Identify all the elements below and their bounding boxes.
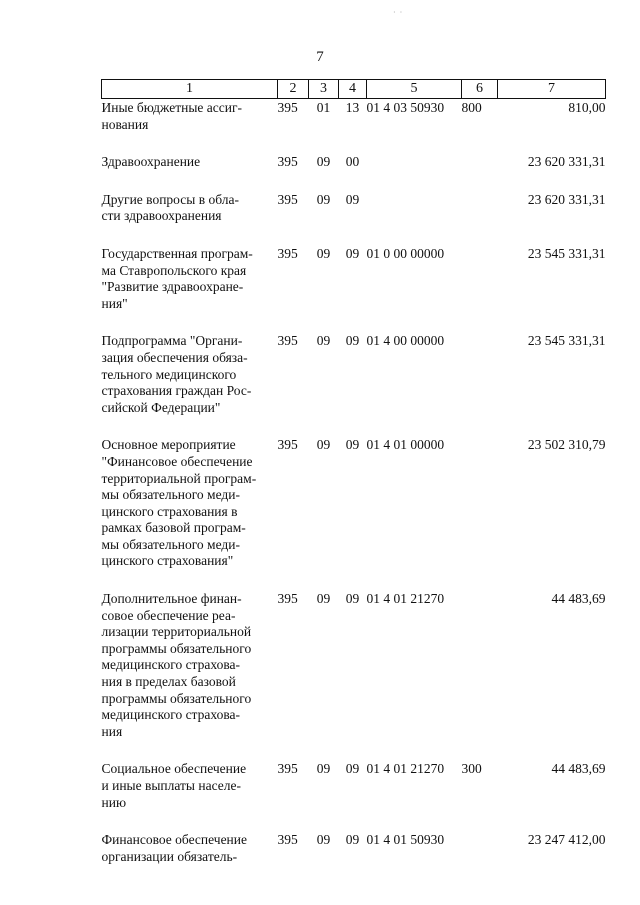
column-7-cell: 44 483,69: [551, 761, 606, 777]
column-header-1: 1: [102, 80, 278, 99]
row-spacer: [102, 171, 606, 191]
column-4-cell: 09: [345, 437, 360, 453]
row-name-cell: [102, 245, 278, 312]
column-7-cell: 23 247 412,00: [527, 832, 606, 848]
row-spacer-cell: [102, 171, 606, 191]
column-2-cell: 395: [277, 333, 298, 349]
column-6-cell: [462, 245, 498, 312]
column-header-7: 7: [498, 80, 606, 99]
row-spacer: [102, 740, 606, 760]
row-name-line: "Развитие здравоохране-: [101, 279, 244, 295]
column-4-cell: 09: [345, 245, 360, 261]
column-3-cell: 09: [316, 761, 331, 777]
row-name-line: медицинского страхова-: [101, 657, 241, 673]
row-name-line: Другие вопросы в обла-: [101, 191, 239, 207]
row-name-line: ния в пределах базовой: [101, 674, 236, 690]
column-3-cell: 09: [316, 154, 331, 170]
table-row: [102, 191, 606, 225]
column-7-cell: 23 545 331,31: [527, 245, 606, 261]
row-spacer-cell: [102, 570, 606, 590]
column-6-cell: [462, 436, 498, 570]
row-name-line: организации обязатель-: [101, 848, 238, 864]
column-4-cell: 09: [345, 832, 360, 848]
column-3-cell: 09: [316, 333, 331, 349]
row-name-cell: [102, 153, 278, 171]
scan-speck: · ·: [393, 8, 404, 17]
column-2-cell: 395: [277, 437, 298, 453]
column-3-cell: 09: [316, 437, 331, 453]
column-7-cell: 23 545 331,31: [527, 333, 606, 349]
row-name-line: ния": [101, 295, 128, 311]
column-6-cell: [462, 191, 498, 225]
column-5-cell: 01 4 01 21270: [366, 761, 445, 777]
column-4-cell: 00: [345, 154, 360, 170]
column-5-cell: 01 4 01 50930: [366, 832, 445, 848]
column-2-cell: 395: [277, 245, 298, 261]
row-spacer-cell: [102, 225, 606, 245]
row-name-line: Здравоохранение: [101, 154, 201, 170]
column-3-cell: 09: [316, 245, 331, 261]
column-4-cell: 09: [345, 761, 360, 777]
row-name-cell: [102, 191, 278, 225]
row-name-line: ния: [101, 723, 123, 739]
row-spacer: [102, 416, 606, 436]
table-row: [102, 760, 606, 811]
column-7-cell: 23 502 310,79: [527, 437, 606, 453]
row-name-cell: [102, 760, 278, 811]
row-name-line: медицинского страхова-: [101, 707, 241, 723]
table-row: [102, 153, 606, 171]
row-spacer: [102, 570, 606, 590]
page-number: 7: [316, 49, 324, 65]
row-name-line: Социальное обеспечение: [101, 761, 247, 777]
column-6-cell: [462, 153, 498, 171]
row-name-line: совое обеспечение реа-: [101, 607, 236, 623]
column-header-5: 5: [367, 80, 462, 99]
column-2-cell: 395: [277, 832, 298, 848]
row-name-line: программы обязательного: [101, 640, 252, 656]
row-name-line: ма Ставропольского края: [101, 262, 247, 278]
row-name-line: сийской Федерации": [101, 399, 221, 415]
row-name-line: мы обязательного меди-: [101, 536, 240, 552]
column-header-3: 3: [309, 80, 339, 99]
column-3-cell: 01: [316, 100, 331, 115]
row-spacer: [102, 133, 606, 153]
table-row: [102, 99, 606, 134]
budget-table: [101, 79, 606, 865]
row-name-cell: [102, 590, 278, 740]
column-3-cell: 09: [316, 591, 331, 607]
column-4-cell: 09: [345, 191, 360, 207]
row-spacer: [102, 312, 606, 332]
row-name-line: и иные выплаты населе-: [101, 778, 241, 793]
column-3-cell: 09: [316, 832, 331, 848]
column-5-cell: 01 4 01 00000: [366, 437, 445, 453]
column-header-2: 2: [278, 80, 309, 99]
column-5-cell: [367, 191, 462, 225]
row-name-cell: [102, 831, 278, 865]
table-row: [102, 831, 606, 865]
row-name-line: Дополнительное финан-: [101, 591, 242, 607]
column-7-cell: 23 620 331,31: [527, 154, 606, 170]
column-6-cell: [462, 332, 498, 416]
row-name-line: тельного медицинского: [101, 366, 237, 382]
column-7-cell: 44 483,69: [551, 591, 606, 607]
column-2-cell: 395: [277, 591, 298, 607]
column-6-cell: 800: [461, 100, 482, 115]
row-spacer-cell: [102, 740, 606, 760]
column-3-cell: 09: [316, 191, 331, 207]
row-name-line: нования: [101, 116, 149, 132]
row-spacer: [102, 225, 606, 245]
row-name-line: цинского страхования": [101, 553, 234, 569]
column-7-cell: 23 620 331,31: [527, 191, 606, 207]
column-5-cell: 01 4 03 50930: [366, 100, 445, 115]
row-name-line: программы обязательного: [101, 690, 252, 706]
column-header-4: 4: [339, 80, 367, 99]
column-2-cell: 395: [277, 100, 298, 115]
row-name-line: нию: [101, 794, 127, 810]
row-name-line: зация обеспечения обяза-: [101, 349, 248, 365]
column-4-cell: 13: [345, 100, 360, 115]
row-name-line: рамках базовой програм-: [101, 520, 246, 536]
row-name-line: "Финансовое обеспечение: [101, 453, 253, 469]
row-spacer-cell: [102, 416, 606, 436]
row-spacer-cell: [102, 133, 606, 153]
row-name-line: цинского страхования в: [101, 503, 238, 519]
row-name-cell: [102, 436, 278, 570]
column-4-cell: 09: [345, 333, 360, 349]
row-name-line: Иные бюджетные ассиг-: [101, 100, 242, 115]
row-name-cell: [102, 99, 278, 134]
row-spacer-cell: [102, 811, 606, 831]
column-4-cell: 09: [345, 591, 360, 607]
row-name-line: территориальной програм-: [101, 470, 257, 486]
row-name-line: Подпрограмма "Органи-: [101, 333, 243, 349]
table-row: [102, 436, 606, 570]
column-6-cell: 300: [461, 761, 482, 777]
column-7-cell: 810,00: [568, 100, 606, 115]
table-row: [102, 332, 606, 416]
column-2-cell: 395: [277, 761, 298, 777]
column-5-cell: 01 0 00 00000: [366, 245, 445, 261]
column-header-6: 6: [462, 80, 498, 99]
table-row: [102, 590, 606, 740]
row-name-line: Государственная програм-: [101, 245, 253, 261]
column-number-row: [102, 80, 606, 99]
row-name-line: сти здравоохранения: [101, 208, 222, 224]
row-spacer: [102, 811, 606, 831]
row-name-line: лизации территориальной: [101, 624, 252, 640]
row-name-line: Финансовое обеспечение: [101, 832, 248, 848]
column-5-cell: 01 4 00 00000: [366, 333, 445, 349]
column-5-cell: [367, 153, 462, 171]
row-name-line: мы обязательного меди-: [101, 487, 240, 503]
column-2-cell: 395: [277, 154, 298, 170]
column-6-cell: [462, 590, 498, 740]
column-5-cell: 01 4 01 21270: [366, 591, 445, 607]
column-6-cell: [462, 831, 498, 865]
table-row: [102, 245, 606, 312]
row-name-cell: [102, 332, 278, 416]
row-name-line: Основное мероприятие: [101, 437, 236, 453]
row-spacer-cell: [102, 312, 606, 332]
row-name-line: страхования граждан Рос-: [101, 383, 252, 399]
column-2-cell: 395: [277, 191, 298, 207]
